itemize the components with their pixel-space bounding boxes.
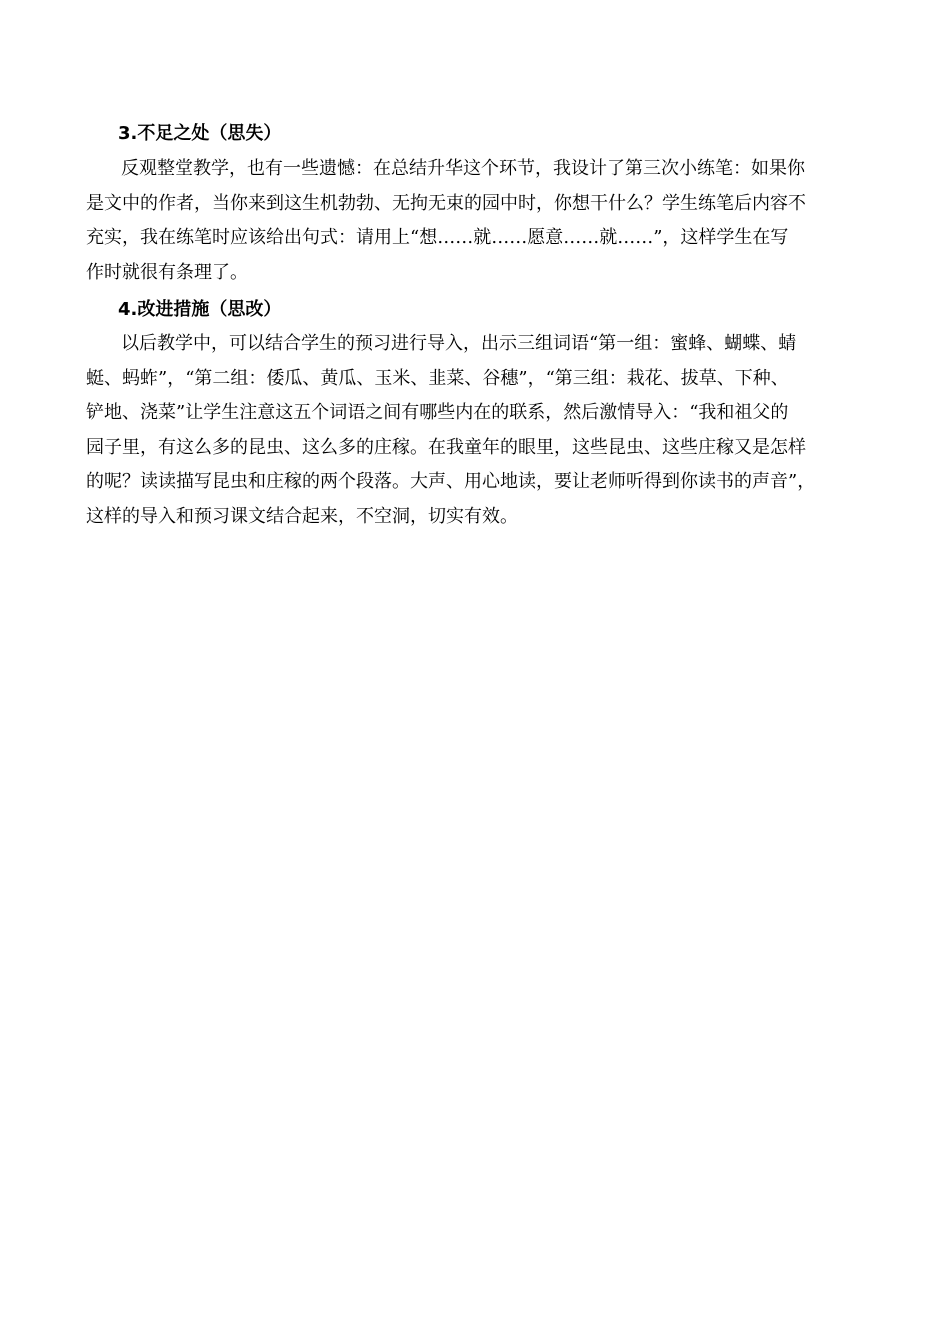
paragraph-line: 蜓、蚂蚱”，“第二组：倭瓜、黄瓜、玉米、韭菜、谷穗”，“第三组：栽花、拔草、下种、: [86, 367, 789, 389]
paragraph-line: 园子里，有这么多的昆虫、这么多的庄稼。在我童年的眼里，这些昆虫、这些庄稼又是怎样: [86, 436, 806, 458]
paragraph-line: 反观整堂教学，也有一些遗憾：在总结升华这个环节，我设计了第三次小练笔：如果你: [121, 158, 805, 179]
paragraph-line: 以后教学中，可以结合学生的预习进行导入，出示三组词语“第一组：蜜蜂、蝴蝶、蜻: [121, 333, 797, 354]
paragraph-line: 是文中的作者，当你来到这生机勃勃、无拘无束的园中时，你想干什么？学生练笔后内容不: [86, 192, 806, 214]
paragraph-line: 作时就很有条理了。: [86, 261, 248, 283]
paragraph-line: 充实，我在练笔时应该给出句式：请用上“想……就……愿意……就……”，这样学生在写: [86, 227, 789, 248]
paragraph-line: 的呢？读读描写昆虫和庄稼的两个段落。大声、用心地读，要让老师听得到你读书的声音”，: [86, 471, 816, 492]
section-heading-shortcomings: 3.不足之处（思失）: [118, 123, 282, 144]
paragraph-line: 铲地、浇菜”让学生注意这五个词语之间有哪些内在的联系，然后激情导入：“我和祖父的: [86, 402, 789, 423]
paragraph-shortcomings: [86, 152, 864, 290]
paragraph-line: 这样的导入和预习课文结合起来，不空洞，切实有效。: [86, 505, 518, 527]
section-heading-improvements: 4.改进措施（思改）: [118, 299, 282, 320]
paragraph-improvements: [86, 327, 864, 534]
